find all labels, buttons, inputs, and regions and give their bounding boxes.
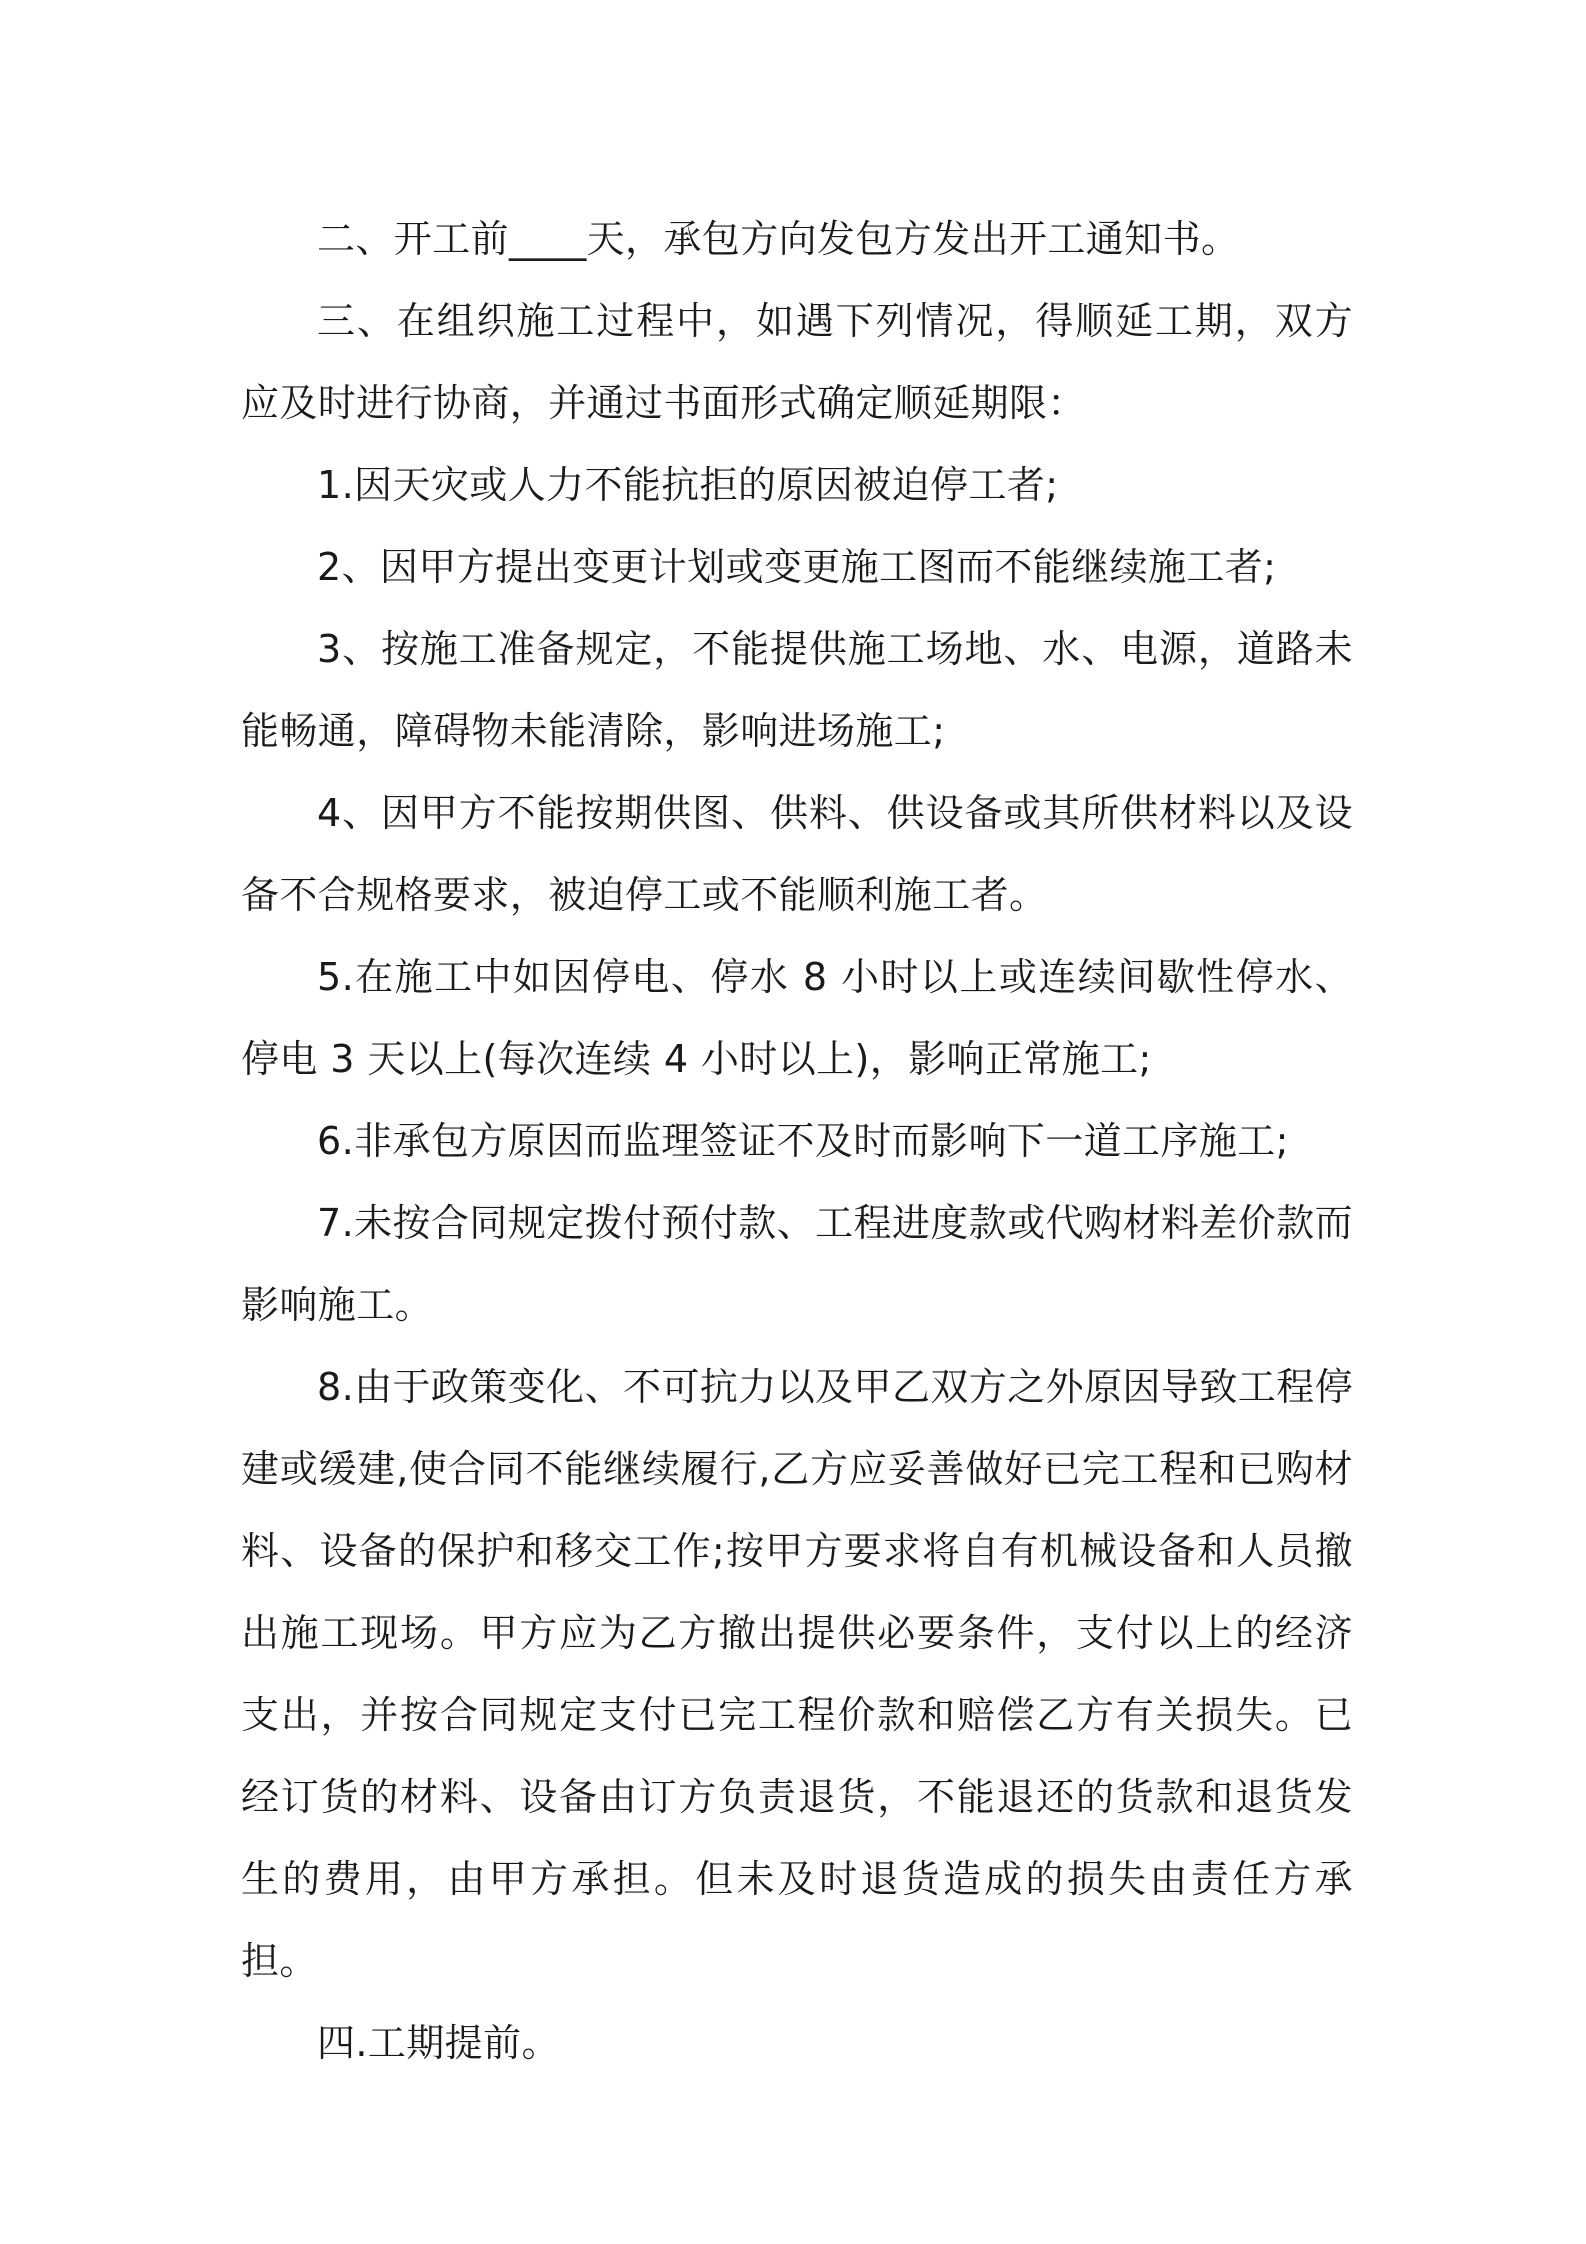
document-body	[241, 198, 1353, 2084]
paragraph-start-notice: 二、开工前____天，承包方向发包方发出开工通知书。	[317, 217, 1240, 261]
paragraph-item-8: 8.由于政策变化、不可抗力以及甲乙双方之外原因导致工程停建或缓建,使合同不能继续履行,乙方应妥善做好已完工程和已购材料、设备的保护和移交工作;按甲方要求将自有机械设备和人员撤出施工现场。甲方应为乙方撤出提供必要条件，支付以上的经济支出，并按合同规定支付已完工程价款和赔偿乙方有关损失。已经订货的材料、设备由订方负责退货，不能退还的货款和退货发生的费用，由甲方承担。但未及时退货造成的损失由责任方承担。	[241, 1365, 1353, 1983]
paragraph-item-1: 1.因天灾或人力不能抗拒的原因被迫停工者;	[317, 463, 1059, 507]
paragraph-item-5: 5.在施工中如因停电、停水 8 小时以上或连续间歇性停水、停电 3 天以上(每次连续 4 小时以上)，影响正常施工;	[241, 955, 1353, 1081]
paragraph-extension-conditions: 三、在组织施工过程中，如遇下列情况，得顺延工期，双方应及时进行协商，并通过书面形式确定顺延期限：	[241, 299, 1353, 425]
paragraph-item-2: 2、因甲方提出变更计划或变更施工图而不能继续施工者;	[317, 545, 1277, 589]
paragraph-item-6: 6.非承包方原因而监理签证不及时而影响下一道工序施工;	[317, 1119, 1289, 1163]
paragraph-item-4: 4、因甲方不能按期供图、供料、供设备或其所供材料以及设备不合规格要求，被迫停工或不能顺利施工者。	[241, 791, 1353, 917]
paragraph-item-3: 3、按施工准备规定，不能提供施工场地、水、电源，道路未能畅通，障碍物未能清除，影响进场施工;	[241, 627, 1353, 753]
paragraph-item-7: 7.未按合同规定拨付预付款、工程进度款或代购材料差价款而影响施工。	[241, 1201, 1353, 1327]
paragraph-early-completion: 四.工期提前。	[317, 2021, 560, 2065]
